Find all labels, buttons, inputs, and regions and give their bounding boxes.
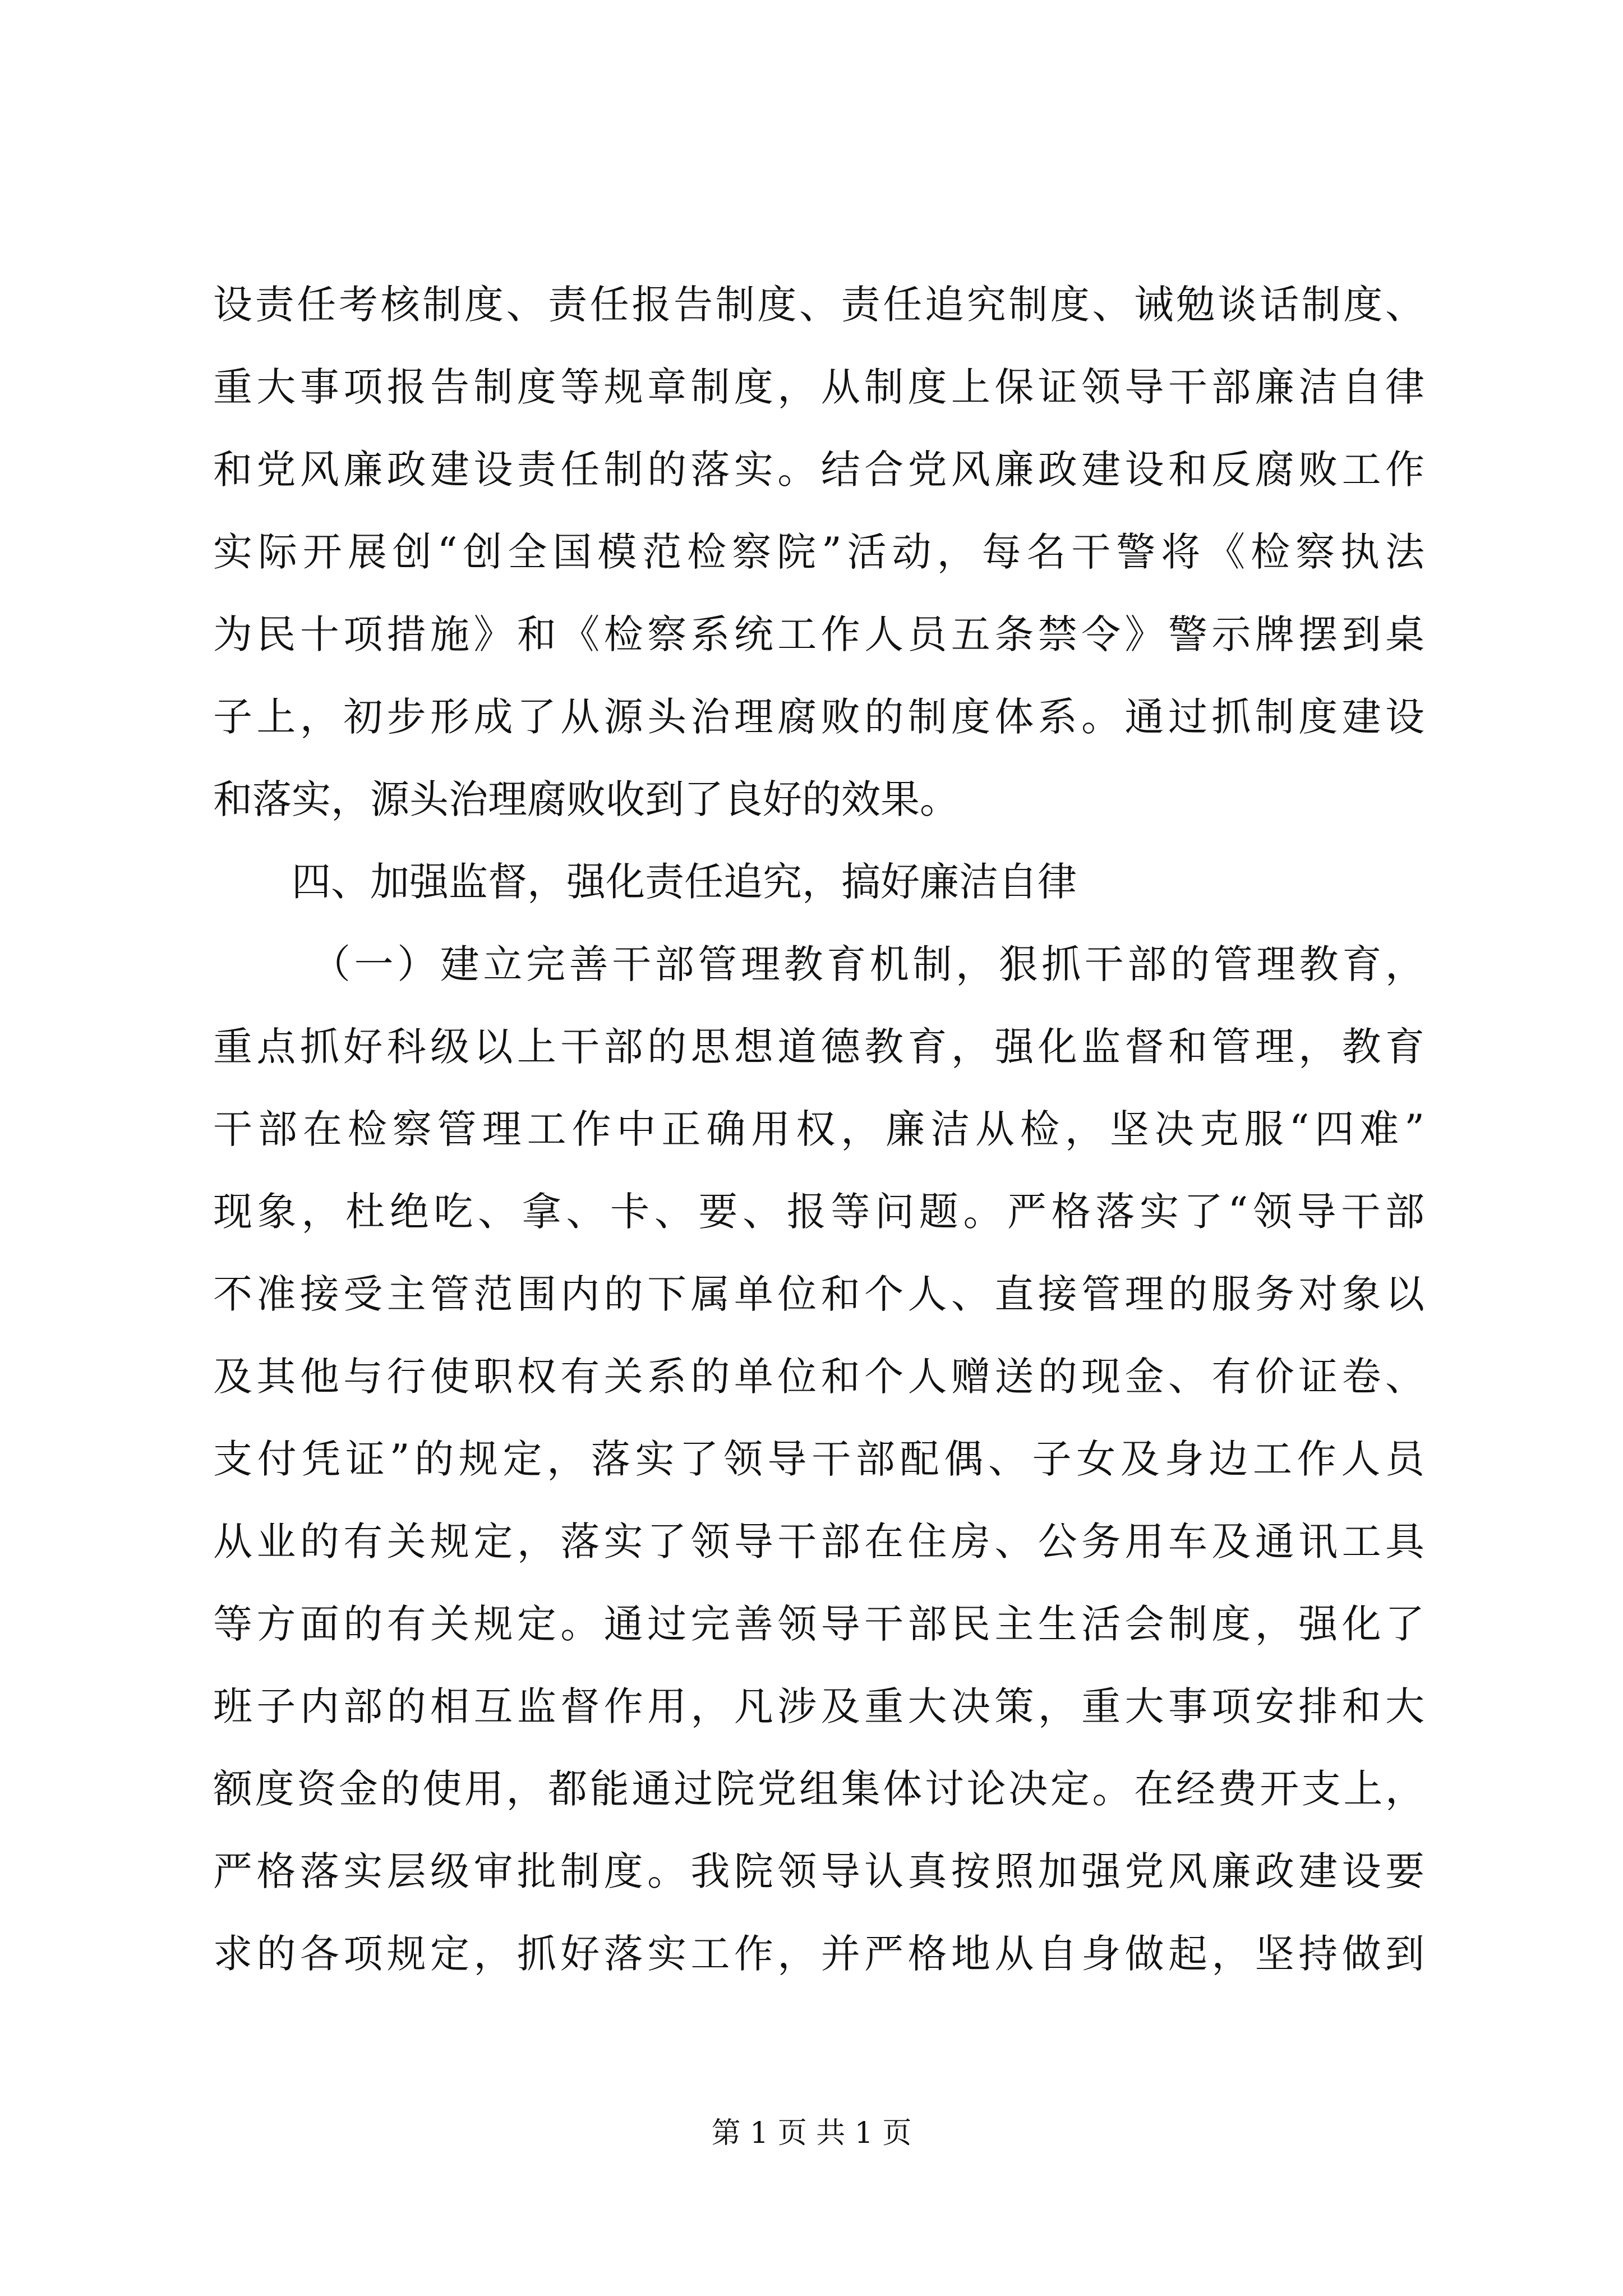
- text-line: 重大事项报告制度等规章制度，从制度上保证领导干部廉洁自律: [213, 364, 1424, 410]
- text-line: 从业的有关规定，落实了领导干部在住房、公务用车及通讯工具: [213, 1519, 1424, 1565]
- text-line: 为民十项措施》和《检察系统工作人员五条禁令》警示牌摆到桌: [213, 611, 1424, 657]
- text-line: 重点抓好科级以上干部的思想道德教育，强化监督和管理，教育: [213, 1024, 1424, 1070]
- text-line: 求的各项规定，抓好落实工作，并严格地从自身做起，坚持做到: [213, 1931, 1424, 1977]
- paragraph-1: [213, 264, 1424, 841]
- text-line: 和落实，源头治理腐败收到了良好的效果。: [213, 776, 959, 822]
- text-line: 严格落实层级审批制度。我院领导认真按照加强党风廉政建设要: [213, 1848, 1424, 1894]
- text-line: 班子内部的相互监督作用，凡涉及重大决策，重大事项安排和大: [213, 1683, 1424, 1729]
- text-line: （一）建立完善干部管理教育机制，狠抓干部的管理教育，: [311, 941, 1424, 987]
- text-line: 不准接受主管范围内的下属单位和个人、直接管理的服务对象以: [213, 1271, 1424, 1317]
- text-line: 额度资金的使用，都能通过院党组集体讨论决定。在经费开支上，: [213, 1766, 1424, 1812]
- text-line: 和党风廉政建设责任制的落实。结合党风廉政建设和反腐败工作: [213, 447, 1424, 493]
- page-footer: 第 1 页 共 1 页: [711, 2116, 912, 2150]
- text-line: 设责任考核制度、责任报告制度、责任追究制度、诫勉谈话制度、: [213, 282, 1424, 328]
- paragraph-2: [213, 923, 1424, 1995]
- section-heading: 四、加强监督，强化责任追究，搞好廉洁自律: [292, 859, 1077, 905]
- document-body: [213, 264, 1424, 1995]
- text-line: 等方面的有关规定。通过完善领导干部民主生活会制度，强化了: [213, 1601, 1424, 1647]
- text-line: 干部在检察管理工作中正确用权，廉洁从检，坚决克服“四难”: [213, 1106, 1424, 1152]
- text-line: 子上，初步形成了从源头治理腐败的制度体系。通过抓制度建设: [213, 694, 1424, 740]
- text-line: 及其他与行使职权有关系的单位和个人赠送的现金、有价证卷、: [213, 1354, 1424, 1400]
- text-line: 实际开展创“创全国模范检察院”活动，每名干警将《检察执法: [213, 529, 1424, 575]
- text-line: 现象，杜绝吃、拿、卡、要、报等问题。严格落实了“领导干部: [213, 1189, 1424, 1235]
- text-line: 支付凭证”的规定，落实了领导干部配偶、子女及身边工作人员: [213, 1436, 1424, 1482]
